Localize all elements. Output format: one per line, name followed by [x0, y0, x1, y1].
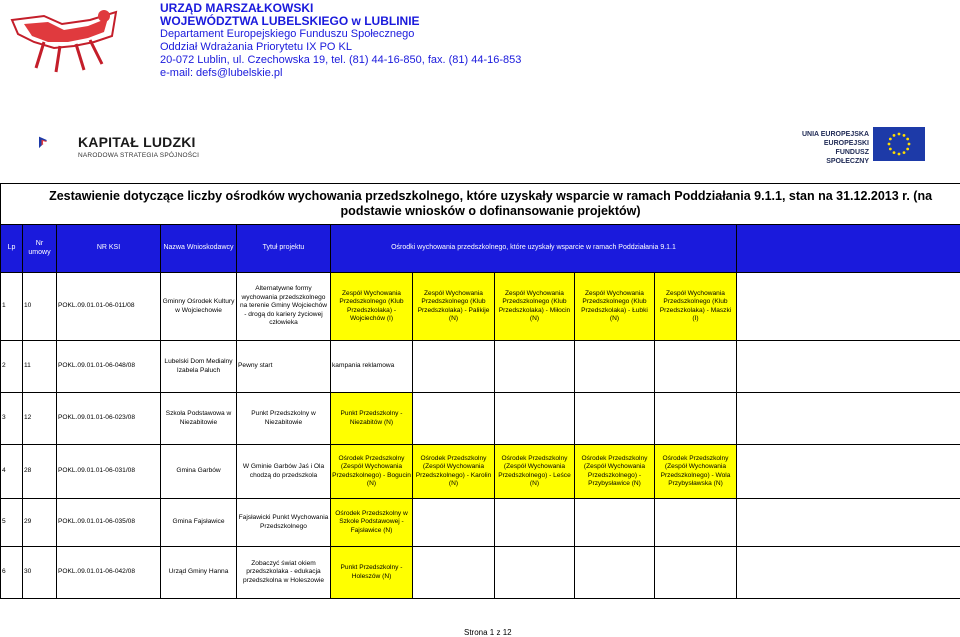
cell-ksi: POKL.09.01.01-06-031/08	[57, 445, 161, 499]
cell-lp: 4	[1, 445, 23, 499]
cell-lp: 6	[1, 547, 23, 599]
cell-center: Ośrodek Przedszkolny (Zespół Wychowania Przedszkolnego) - Bogucin (N)	[331, 445, 413, 499]
cell-applicant: Gminny Ośrodek Kultury w Wojciechowie	[161, 273, 237, 341]
kapital-ludzki-text	[78, 134, 199, 159]
cell-center: Punkt Przedszkolny - Niezabitów (N)	[331, 393, 413, 445]
cell-center: Zespół Wychowania Przedszkolnego (Klub Przedszkolaka) - Łubki (N)	[575, 273, 655, 341]
col-centers: Ośrodki wychowania przedszkolnego, które uzyskały wsparcie w ramach Poddziałania 9.1.1	[331, 225, 737, 273]
table-row	[1, 499, 960, 547]
kapital-ludzki-logo	[38, 115, 78, 170]
cell-project: W Gminie Garbów Jaś i Ola chodzą do przedszkola	[237, 445, 331, 499]
cell-lp: 2	[1, 341, 23, 393]
cell-empty	[575, 547, 655, 599]
cell-empty	[495, 499, 575, 547]
col-ksi: NR KSI	[57, 225, 161, 273]
cell-blank	[737, 547, 960, 599]
eu-line3: FUNDUSZ SPOŁECZNY	[796, 148, 869, 166]
cell-applicant: Gmina Fajsławice	[161, 499, 237, 547]
table-header-row	[1, 225, 960, 273]
cell-nr: 12	[23, 393, 57, 445]
cell-nr: 29	[23, 499, 57, 547]
cell-empty	[495, 547, 575, 599]
cell-empty	[655, 499, 737, 547]
header-line2: WOJEWÓDZTWA LUBELSKIEGO w LUBLINIE	[160, 15, 521, 28]
cell-center: Ośrodek Przedszkolny (Zespół Wychowania Przedszkolnego) - Przybysławice (N)	[575, 445, 655, 499]
cell-lp: 3	[1, 393, 23, 445]
kl-subtitle: NARODOWA STRATEGIA SPÓJNOŚCI	[78, 152, 199, 159]
cell-center: Zespół Wychowania Przedszkolnego (Klub Przedszkolaka) - Wojciechów (I)	[331, 273, 413, 341]
table-row	[1, 341, 960, 393]
cell-lp: 5	[1, 499, 23, 547]
projects-table	[0, 183, 960, 599]
cell-blank	[737, 273, 960, 341]
cell-center: Punkt Przedszkolny - Holeszów (N)	[331, 547, 413, 599]
cell-lp: 1	[1, 273, 23, 341]
cell-ksi: POKL.09.01.01-06-042/08	[57, 547, 161, 599]
cell-empty	[575, 393, 655, 445]
cell-center: Ośrodek Przedszkolny (Zespół Wychowania Przedszkolnego) - Wola Przybysławska (N)	[655, 445, 737, 499]
cell-blank	[737, 341, 960, 393]
eu-line1: UNIA EUROPEJSKA	[796, 130, 869, 139]
cell-nr: 28	[23, 445, 57, 499]
eu-fund-text	[796, 130, 869, 166]
cell-nr: 11	[23, 341, 57, 393]
kl-title: KAPITAŁ LUDZKI	[78, 134, 199, 150]
cell-empty	[413, 547, 495, 599]
cell-center: kampania reklamowa	[331, 341, 413, 393]
cell-project: Fajsławicki Punkt Wychowania Przedszkolnego	[237, 499, 331, 547]
cell-center: Zespół Wychowania Przedszkolnego (Klub Przedszkolaka) - Miłocin (N)	[495, 273, 575, 341]
lublin-crest-logo	[4, 2, 124, 77]
table-row	[1, 445, 960, 499]
table-row	[1, 273, 960, 341]
header-line4: Oddział Wdrażania Priorytetu IX PO KL	[160, 41, 521, 54]
table-row	[1, 393, 960, 445]
cell-empty	[413, 393, 495, 445]
office-header	[160, 2, 521, 80]
cell-blank	[737, 445, 960, 499]
col-nr: Nr umowy	[23, 225, 57, 273]
cell-empty	[575, 341, 655, 393]
cell-ksi: POKL.09.01.01-06-023/08	[57, 393, 161, 445]
header-line6: e-mail: defs@lubelskie.pl	[160, 67, 521, 80]
cell-project: Zobaczyć świat okiem przedszkolaka - edukacja przedszkolna w Holeszowie	[237, 547, 331, 599]
cell-blank	[737, 499, 960, 547]
cell-nr: 30	[23, 547, 57, 599]
cell-project: Alternatywne formy wychowania przedszkolnego na terenie Gminy Wojciechów - drogą do kariery życiowej człowieka	[237, 273, 331, 341]
header-line5: 20-072 Lublin, ul. Czechowska 19, tel. (81) 44-16-850, fax. (81) 44-16-853	[160, 54, 521, 67]
page-footer: Strona 1 z 12	[464, 628, 512, 637]
cell-empty	[575, 499, 655, 547]
cell-center: Ośrodek Przedszkolny w Szkole Podstawowej - Fajsławice (N)	[331, 499, 413, 547]
cell-nr: 10	[23, 273, 57, 341]
header-line1: URZĄD MARSZAŁKOWSKI	[160, 2, 521, 15]
cell-ksi: POKL.09.01.01-06-011/08	[57, 273, 161, 341]
col-applicant: Nazwa Wnioskodawcy	[161, 225, 237, 273]
cell-empty	[413, 499, 495, 547]
cell-center: Zespół Wychowania Przedszkolnego (Klub Przedszkolaka) - Palikije (N)	[413, 273, 495, 341]
cell-project: Pewny start	[237, 341, 331, 393]
eu-line2: EUROPEJSKI	[796, 139, 869, 148]
eu-flag-logo	[873, 127, 925, 161]
cell-empty	[495, 341, 575, 393]
cell-center: Zespół Wychowania Przedszkolnego (Klub Przedszkolaka) - Maszki (I)	[655, 273, 737, 341]
table-row	[1, 547, 960, 599]
cell-blank	[737, 393, 960, 445]
cell-empty	[413, 341, 495, 393]
col-lp: Lp	[1, 225, 23, 273]
table-title: Zestawienie dotyczące liczby ośrodków wychowania przedszkolnego, które uzyskały wsparcie w ramach Poddziałania 9.1.1, stan na 31.12.2013 r. (na podstawie wniosków o dofinansowanie projektów)	[1, 184, 960, 225]
cell-center: Ośrodek Przedszkolny (Zespół Wychowania Przedszkolnego) - Leśce (N)	[495, 445, 575, 499]
header-line3: Departament Europejskiego Funduszu Społecznego	[160, 28, 521, 41]
col-project: Tytuł projektu	[237, 225, 331, 273]
cell-empty	[655, 393, 737, 445]
cell-ksi: POKL.09.01.01-06-048/08	[57, 341, 161, 393]
cell-applicant: Lubelski Dom Medialny Izabela Paluch	[161, 341, 237, 393]
cell-empty	[495, 393, 575, 445]
cell-project: Punkt Przedszkolny w Niezabitowie	[237, 393, 331, 445]
cell-empty	[655, 341, 737, 393]
cell-applicant: Szkoła Podstawowa w Niezabitowie	[161, 393, 237, 445]
cell-applicant: Urząd Gminy Hanna	[161, 547, 237, 599]
cell-empty	[655, 547, 737, 599]
cell-center: Ośrodek Przedszkolny (Zespół Wychowania Przedszkolnego) - Karolin (N)	[413, 445, 495, 499]
cell-applicant: Gmina Garbów	[161, 445, 237, 499]
cell-ksi: POKL.09.01.01-06-035/08	[57, 499, 161, 547]
